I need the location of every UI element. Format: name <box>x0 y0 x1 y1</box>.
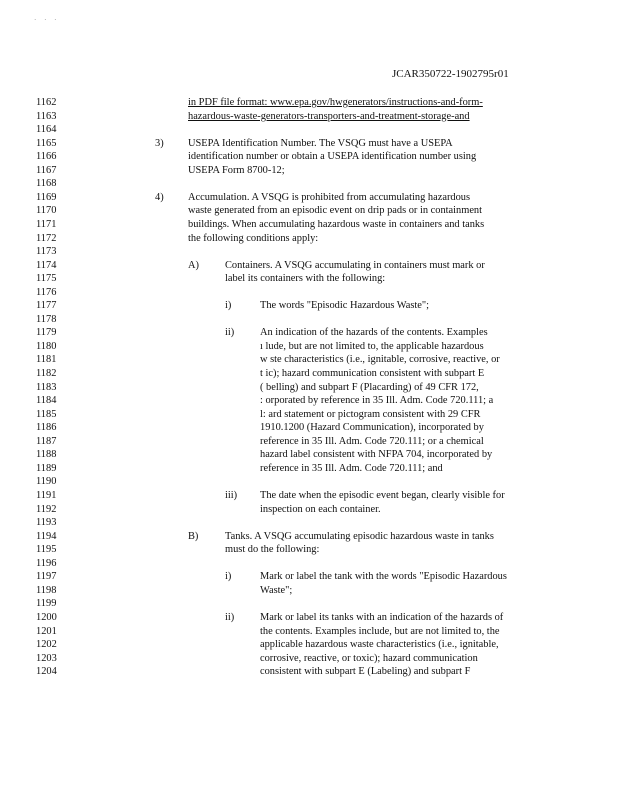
line-number: 1162 <box>36 97 57 108</box>
document-line <box>0 245 618 258</box>
line-number: 1185 <box>36 408 57 420</box>
line-number: 1189 <box>36 462 57 474</box>
line-text: the contents. Examples include, but are not limited to, the <box>260 625 500 637</box>
line-number: 1163 <box>36 110 57 122</box>
line-text: Waste"; <box>260 584 293 596</box>
line-number: 1177 <box>36 300 57 312</box>
line-number: 1169 <box>36 191 57 203</box>
document-line <box>0 150 618 163</box>
list-marker: 4) <box>155 191 164 203</box>
document-line <box>0 408 618 421</box>
line-number: 1174 <box>36 259 57 271</box>
line-number: 1166 <box>36 151 57 163</box>
line-text: w ste characteristics (i.e., ignitable, corrosive, reactive, or <box>260 354 500 366</box>
document-line <box>0 530 618 543</box>
list-marker: i) <box>225 571 232 583</box>
list-marker: ii) <box>225 327 235 339</box>
document-id: JCAR350722-1902795r01 <box>392 68 509 80</box>
line-text: The words "Episodic Hazardous Waste"; <box>260 300 430 312</box>
document-line <box>0 665 618 678</box>
line-text: 1910.1200 (Hazard Communication), incorporated by <box>260 422 484 434</box>
list-marker: A) <box>188 259 199 271</box>
document-line <box>0 570 618 583</box>
line-text: reference in 35 Ill. Adm. Code 720.111; and <box>260 462 443 474</box>
list-marker: i) <box>225 300 232 312</box>
line-text: label its containers with the following: <box>225 273 386 285</box>
line-number: 1187 <box>36 435 57 447</box>
document-line <box>0 611 618 624</box>
document-line <box>0 543 618 556</box>
line-number: 1188 <box>36 449 57 461</box>
list-marker: 3) <box>155 137 164 149</box>
line-text: The date when the episodic event began, clearly visible for <box>260 490 505 501</box>
document-line <box>0 232 618 245</box>
document-line <box>0 421 618 434</box>
line-text: Mark or label the tank with the words "Episodic Hazardous <box>260 571 507 583</box>
line-number: 1192 <box>36 503 57 515</box>
line-text: ( belling) and subpart F (Placarding) of 49 CFR 172, <box>260 381 479 393</box>
line-text: consistent with subpart E (Labeling) and subpart F <box>260 666 471 678</box>
document-line <box>0 557 618 570</box>
line-text: must do the following: <box>225 544 320 556</box>
line-number: 1186 <box>36 422 57 434</box>
line-text: Tanks. A VSQG accumulating episodic hazardous waste in tanks <box>225 530 494 542</box>
document-line <box>0 191 618 204</box>
document-line <box>0 177 618 190</box>
list-marker: B) <box>188 530 199 542</box>
line-number: 1197 <box>36 571 57 583</box>
line-number: 1180 <box>36 340 57 352</box>
line-number: 1199 <box>36 598 57 610</box>
line-text: USEPA Identification Number. The VSQG must have a USEPA <box>188 137 453 149</box>
line-number: 1165 <box>36 137 57 149</box>
line-number: 1195 <box>36 544 57 556</box>
line-number: 1190 <box>36 476 57 488</box>
line-number: 1168 <box>36 178 57 190</box>
document-line <box>0 394 618 407</box>
line-text: waste generated from an episodic event on drip pads or in containment <box>188 205 483 217</box>
document-line <box>0 123 618 136</box>
line-number: 1176 <box>36 286 57 298</box>
line-number: 1178 <box>36 313 57 325</box>
document-line <box>0 625 618 638</box>
line-number: 1201 <box>36 625 57 637</box>
underlined-url-text: hazardous-waste-generators-transporters-and-treatment-storage-and <box>188 110 470 122</box>
line-text: corrosive, reactive, or toxic); hazard communication <box>260 652 478 664</box>
line-number: 1203 <box>36 652 57 664</box>
line-number: 1202 <box>36 639 57 650</box>
document-line <box>0 489 618 502</box>
document-line <box>0 516 618 529</box>
line-number: 1181 <box>36 354 57 366</box>
line-text: An indication of the hazards of the contents. Examples <box>260 327 488 339</box>
line-number: 1200 <box>36 611 57 623</box>
line-number: 1172 <box>36 232 57 244</box>
document-line <box>0 597 618 610</box>
line-number: 1194 <box>36 530 57 542</box>
document-line <box>0 286 618 299</box>
line-text: hazard label consistent with NFPA 704, incorporated by <box>260 449 493 461</box>
document-line <box>0 652 618 665</box>
line-number: 1171 <box>36 218 57 230</box>
line-number: 1183 <box>36 381 57 393</box>
line-number: 1170 <box>36 205 57 217</box>
underlined-url-text: in PDF file format: www.epa.gov/hwgenerators/instructions-and-form- <box>188 97 483 108</box>
line-number: 1191 <box>36 490 57 501</box>
line-text: applicable hazardous waste characteristics (i.e., ignitable, <box>260 639 499 650</box>
document-line <box>0 164 618 177</box>
line-text: reference in 35 Ill. Adm. Code 720.111; or a chemical <box>260 435 484 447</box>
document-line <box>0 259 618 272</box>
line-text: t ic); hazard communication consistent with subpart E <box>260 368 485 379</box>
line-text: Accumulation. A VSQG is prohibited from accumulating hazardous <box>188 191 471 203</box>
scan-artifact: · · · <box>34 16 60 24</box>
line-number: 1164 <box>36 124 57 136</box>
line-text: inspection on each container. <box>260 503 381 515</box>
line-text: identification number or obtain a USEPA identification number using <box>188 151 477 163</box>
line-text: ı lude, but are not limited to, the applicable hazardous <box>260 340 484 352</box>
line-text: Containers. A VSQG accumulating in containers must mark or <box>225 259 485 271</box>
document-line <box>0 503 618 516</box>
document-line <box>0 448 618 461</box>
line-number: 1182 <box>36 368 57 379</box>
list-marker: iii) <box>225 490 238 501</box>
document-line <box>0 638 618 651</box>
document-line <box>0 340 618 353</box>
document-line <box>0 272 618 285</box>
line-number: 1193 <box>36 517 57 528</box>
document-line <box>0 353 618 366</box>
line-number: 1173 <box>36 246 57 258</box>
line-text: Mark or label its tanks with an indication of the hazards of <box>260 611 504 623</box>
document-line <box>0 299 618 312</box>
line-number: 1175 <box>36 273 57 285</box>
document-line <box>0 381 618 394</box>
line-number: 1179 <box>36 327 57 339</box>
line-number: 1198 <box>36 584 57 596</box>
document-line <box>0 367 618 380</box>
line-number: 1167 <box>36 164 57 176</box>
line-number: 1196 <box>36 557 57 569</box>
list-marker: ii) <box>225 611 235 623</box>
document-line <box>0 96 618 109</box>
line-text: buildings. When accumulating hazardous waste in containers and tanks <box>188 218 485 230</box>
document-line <box>0 462 618 475</box>
document-line <box>0 326 618 339</box>
line-number: 1184 <box>36 395 57 407</box>
document-line <box>0 204 618 217</box>
document-line <box>0 475 618 488</box>
document-line <box>0 313 618 326</box>
line-text: l: ard statement or pictogram consistent with 29 CFR <box>260 408 481 420</box>
document-line <box>0 110 618 123</box>
document-line <box>0 137 618 150</box>
document-line <box>0 584 618 597</box>
document-line <box>0 435 618 448</box>
line-text: : orporated by reference in 35 Ill. Adm. Code 720.111; a <box>260 395 494 407</box>
line-text: the following conditions apply: <box>188 232 319 244</box>
document-line <box>0 218 618 231</box>
line-text: USEPA Form 8700-12; <box>188 164 285 176</box>
line-number: 1204 <box>36 666 57 678</box>
